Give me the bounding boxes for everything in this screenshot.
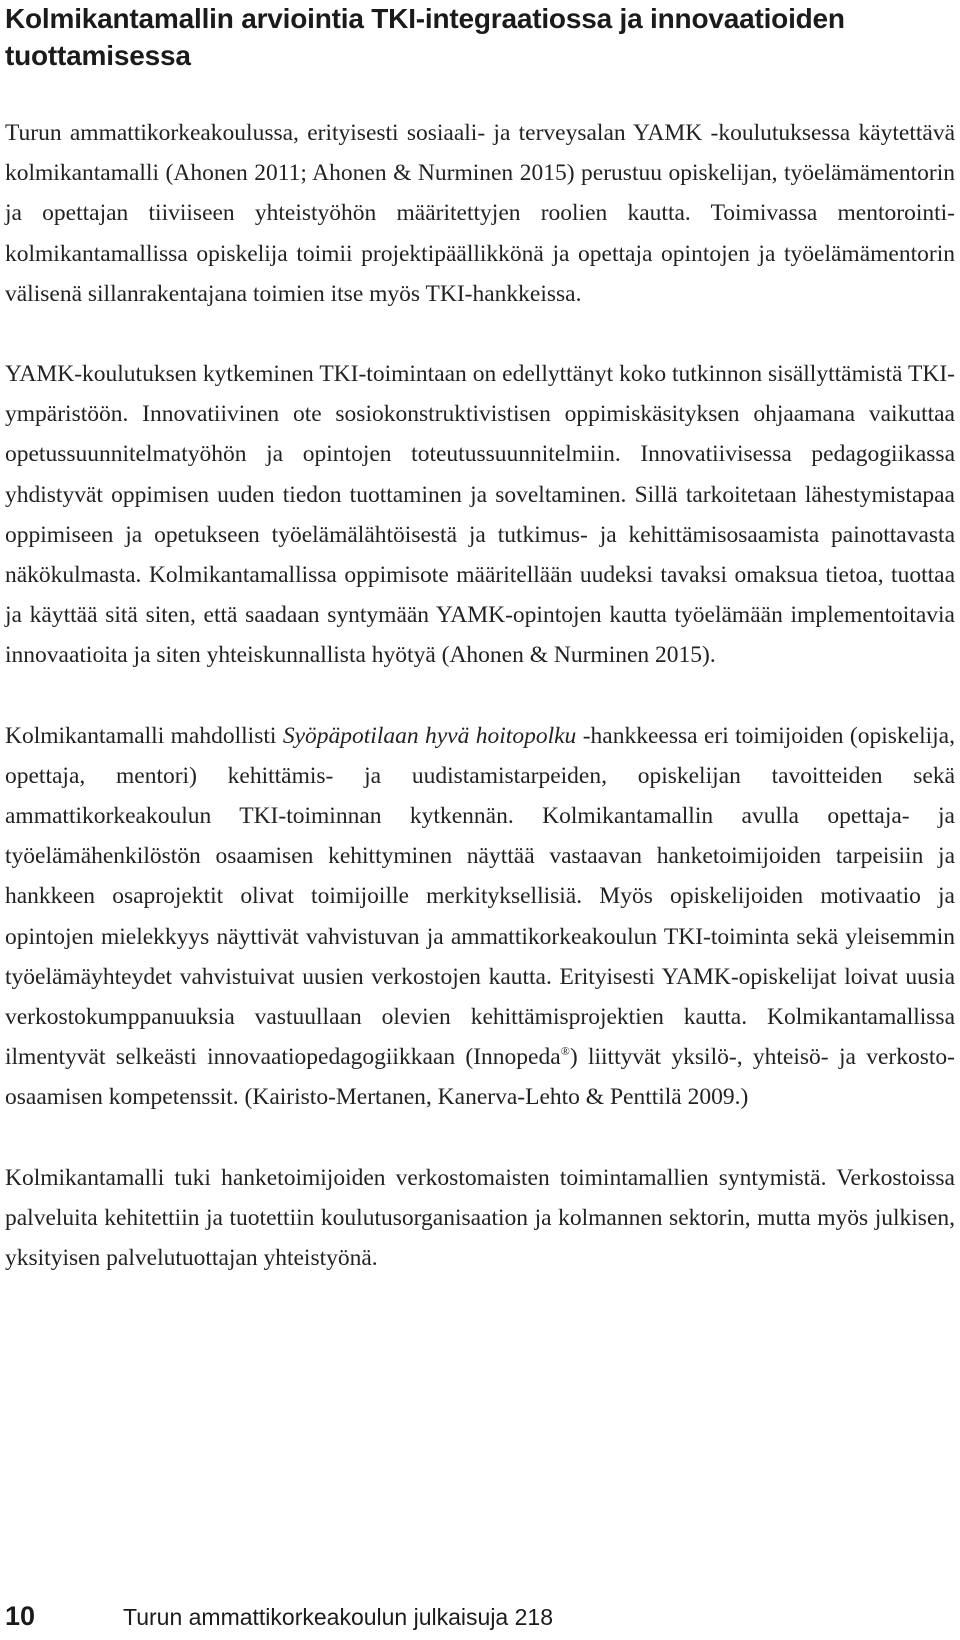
registered-mark: ® (560, 1044, 570, 1059)
section-heading: Kolmikantamallin arviointia TKI-integraatiossa ja innovaatioiden tuottamisessa (5, 3, 845, 71)
paragraph-2: YAMK-koulutuksen kytkeminen TKI-toimintaan on edellyttänyt koko tutkinnon sisällyttämistä TKI-ympäristöön. Innovatiivinen ote sosiokonstruktivistisen oppimiskäsityksen ohjaamana vaikuttaa opetussuunnitelmatyöhön ja opintojen toteutussuunnitelmiin. Innovatiivisessa pedagogiikassa yhdistyvät oppimisen uuden tiedon tuottaminen ja soveltaminen. Sillä tarkoitetaan lähestymistapaa oppimiseen ja opetukseen työelämälähtöisestä ja tutkimus- ja kehittämisosaamista painottavasta näkökulmasta. Kolmikantamallissa oppimisote määritellään uudeksi tavaksi omaksua tietoa, tuottaa ja käyttää sitä siten, että saadaan syntymään YAMK-opintojen kautta työelämään implementoitavia innovaatioita ja siten yhteiskunnallista hyötyä (Ahonen & Nurminen 2015). (5, 361, 955, 669)
paragraph-3-end: ) liittyvät yksilö-, yhteisö- ja verkosto-osaamisen kompetenssit. (Kairisto-Mertanen, Kanerva-Lehto & Penttilä 2009.) (5, 1044, 956, 1111)
publication-series-title: Turun ammattikorkeakoulun julkaisuja 218 (123, 1604, 553, 1630)
paragraph-1: Turun ammattikorkeakoulussa, erityisesti sosiaali- ja terveysalan YAMK -koulutuksessa käytettävä kolmikantamalli (Ahonen 2011; Ahonen & Nurminen 2015) perustuu opiskelijan, työelämämentorin ja opettajan tiiviiseen yhteistyöhön määritettyjen roolien kautta. Toimivassa mentorointi-kolmikantamallissa opiskelija toimii projektipäällikkönä ja opettaja opintojen ja työelämämentorin välisenä sillanrakentajana toimien itse myös TKI-hankkeissa. (5, 120, 955, 307)
page-number: 10 (5, 1601, 36, 1631)
paragraph-3 (5, 716, 955, 1118)
paragraph-3-middle: -hankkeessa eri toimijoiden (opiskelija, opettaja, mentori) kehittämis- ja uudistamistarpeiden, opiskelijan tavoitteiden sekä ammattikorkeakoulun TKI-toiminnan kytkennän. Kolmikantamallin avulla opettaja- ja työelämähenkilöstön osaamisen kehittyminen näyttää vastaavan hanketoimijoiden tarpeisiin ja hankkeen osaprojektit olivat toimijoille merkityksellisiä. Myös opiskelijoiden motivaatio ja opintojen mielekkyys näyttivät vahvistuvan ja ammattikorkeakoulun TKI-toiminta sekä yleisemmin työelämäyhteydet vahvistuivat uusien verkostojen kautta. Erityisesti YAMK-opiskelijat loivat uusia verkostokumppanuuksia vastuullaan olevien kehittämisprojektien kautta. Kolmikantamallissa ilmentyvät selkeästi innovaatiopedagogiikkaan (Innopeda (5, 722, 955, 1071)
page-footer (5, 1596, 945, 1636)
project-name: Syöpäpotilaan hyvä hoitopolku (282, 722, 577, 749)
paragraph-4: Kolmikantamalli tuki hanketoimijoiden verkostomaisten toimintamallien syntymistä. Verkostoissa palveluita kehitettiin ja tuotettiin koulutusorganisaation ja kolmannen sektorin, mutta myös julkisen, yksityisen palvelutuottajan yhteistyönä. (5, 1164, 955, 1272)
body-text (5, 113, 955, 1278)
paragraph-3-start: Kolmikantamalli mahdollisti (5, 722, 283, 749)
